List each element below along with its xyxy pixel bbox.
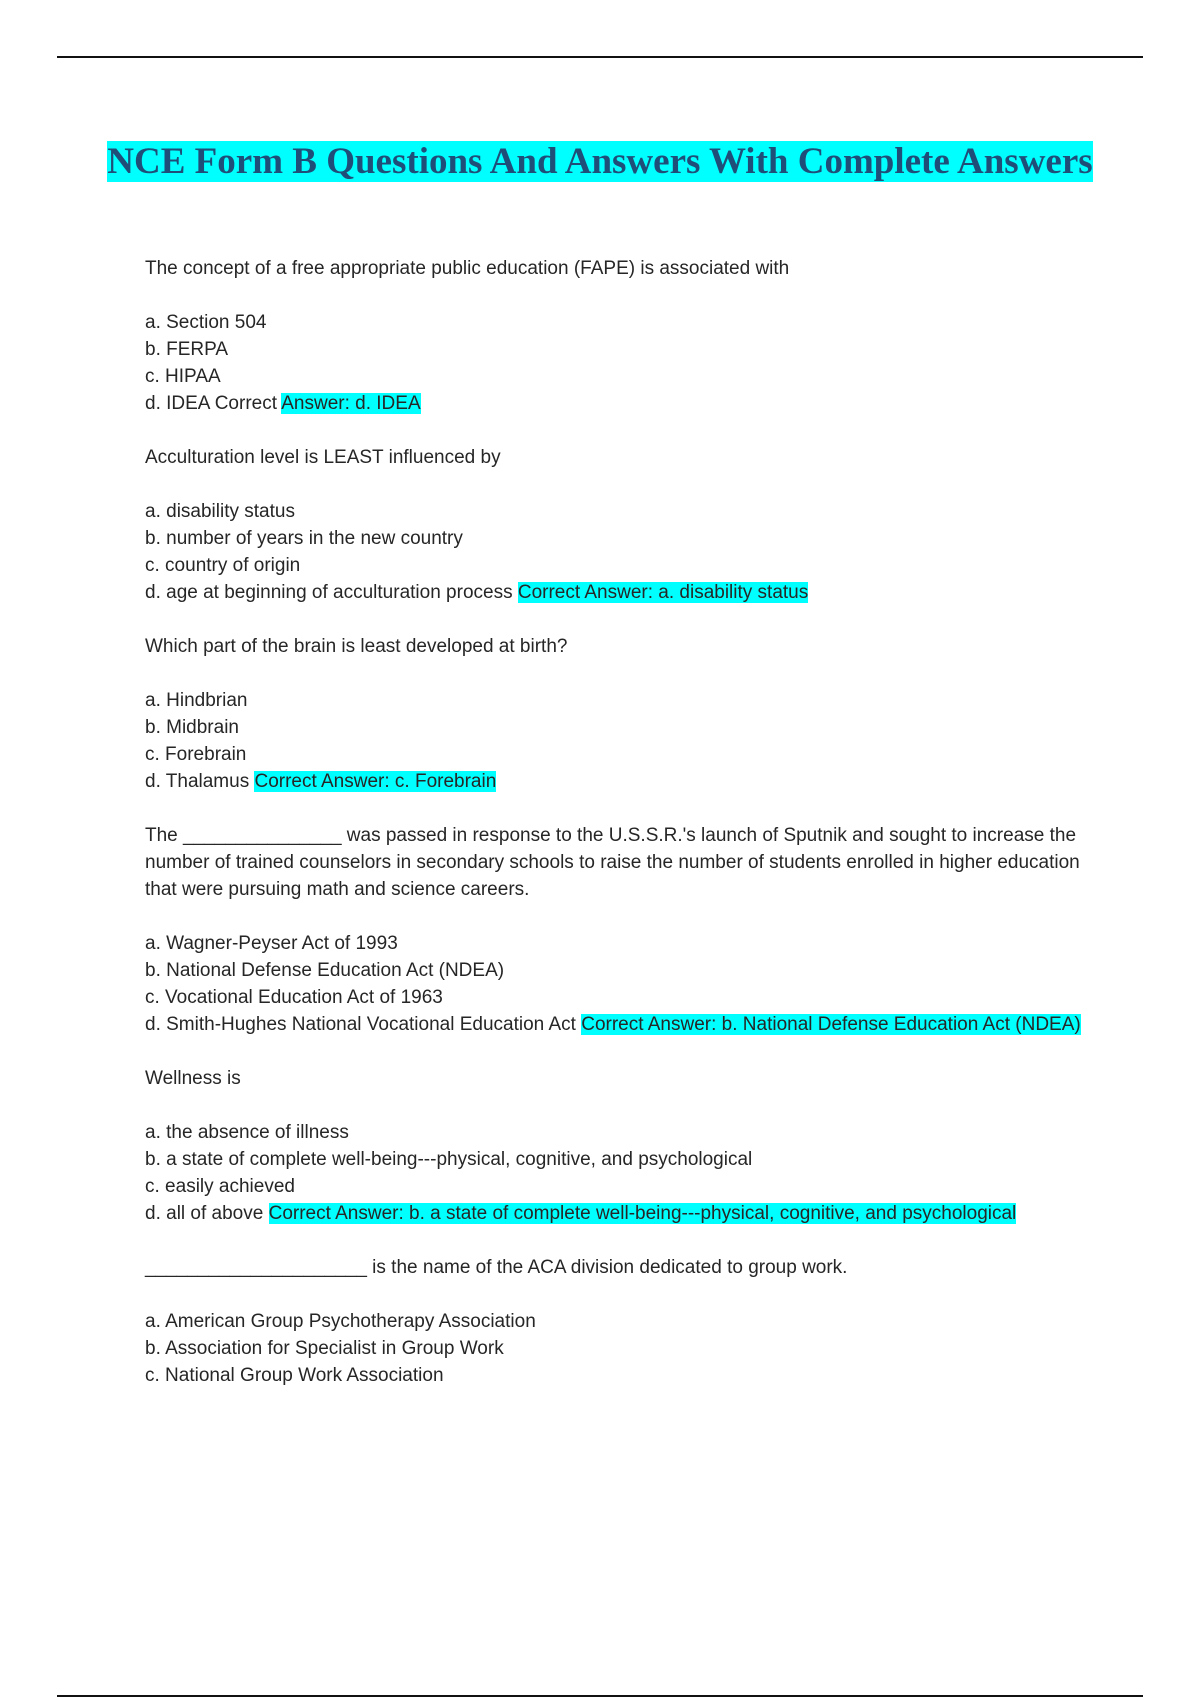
question-6: [145, 1254, 1085, 1389]
option-c: c. easily achieved: [145, 1176, 295, 1197]
option-a: a. Wagner-Peyser Act of 1993: [145, 933, 398, 954]
option-c: c. Forebrain: [145, 744, 247, 765]
correct-answer: Correct Answer: b. National Defense Education Act (NDEA): [581, 1014, 1081, 1035]
footer-rule: [57, 1695, 1143, 1697]
option-d: [145, 768, 1085, 795]
option-b: b. National Defense Education Act (NDEA): [145, 960, 505, 981]
option-c: c. HIPAA: [145, 366, 221, 387]
question-5: [145, 1065, 1085, 1227]
header-rule: [57, 56, 1143, 58]
question-stem: Wellness is: [145, 1068, 241, 1089]
question-list: [145, 255, 1085, 1416]
option-c: c. Vocational Education Act of 1963: [145, 987, 443, 1008]
page-title: NCE Form B Questions And Answers With Complete Answers: [107, 141, 1093, 182]
question-stem: Acculturation level is LEAST influenced by: [145, 447, 501, 468]
option-d-text: d. all of above: [145, 1203, 264, 1224]
question-4: [145, 822, 1085, 1038]
question-stem: The _______________ was passed in response to the U.S.S.R.'s launch of Sputnik and sought to increase the number of trained counselors in secondary schools to raise the number of students enrolled in higher education that were pursuing math and science careers.: [145, 825, 1080, 900]
correct-answer: Correct Answer: b. a state of complete well-being---physical, cognitive, and psychological: [268, 1203, 1017, 1224]
option-b: b. Association for Specialist in Group Work: [145, 1338, 504, 1359]
question-stem: _____________________ is the name of the ACA division dedicated to group work.: [145, 1257, 848, 1278]
question-3: [145, 633, 1085, 795]
option-a: a. Section 504: [145, 312, 267, 333]
option-a: a. Hindbrian: [145, 690, 248, 711]
correct-answer: Correct Answer: c. Forebrain: [254, 771, 497, 792]
option-b: b. FERPA: [145, 339, 229, 360]
option-c: c. country of origin: [145, 555, 301, 576]
option-d: [145, 390, 1085, 417]
option-c: c. National Group Work Association: [145, 1365, 444, 1386]
option-b: b. number of years in the new country: [145, 528, 463, 549]
option-d-text: d. Thalamus: [145, 771, 250, 792]
option-a: a. the absence of illness: [145, 1122, 349, 1143]
question-stem: The concept of a free appropriate public education (FAPE) is associated with: [145, 258, 790, 279]
correct-answer: Correct Answer: a. disability status: [517, 582, 809, 603]
correct-answer: Answer: d. IDEA: [281, 393, 421, 414]
option-a: a. disability status: [145, 501, 295, 522]
question-1: [145, 255, 1085, 417]
option-d-text: d. age at beginning of acculturation process: [145, 582, 513, 603]
option-d: [145, 1011, 1085, 1038]
option-d: [145, 579, 1085, 606]
question-stem: Which part of the brain is least developed at birth?: [145, 636, 568, 657]
option-d: [145, 1200, 1085, 1227]
option-a: a. American Group Psychotherapy Association: [145, 1311, 536, 1332]
option-b: b. a state of complete well-being---physical, cognitive, and psychological: [145, 1149, 753, 1170]
option-b: b. Midbrain: [145, 717, 239, 738]
question-2: [145, 444, 1085, 606]
option-d-text: d. IDEA Correct: [145, 393, 277, 414]
option-d-text: d. Smith-Hughes National Vocational Education Act: [145, 1014, 576, 1035]
